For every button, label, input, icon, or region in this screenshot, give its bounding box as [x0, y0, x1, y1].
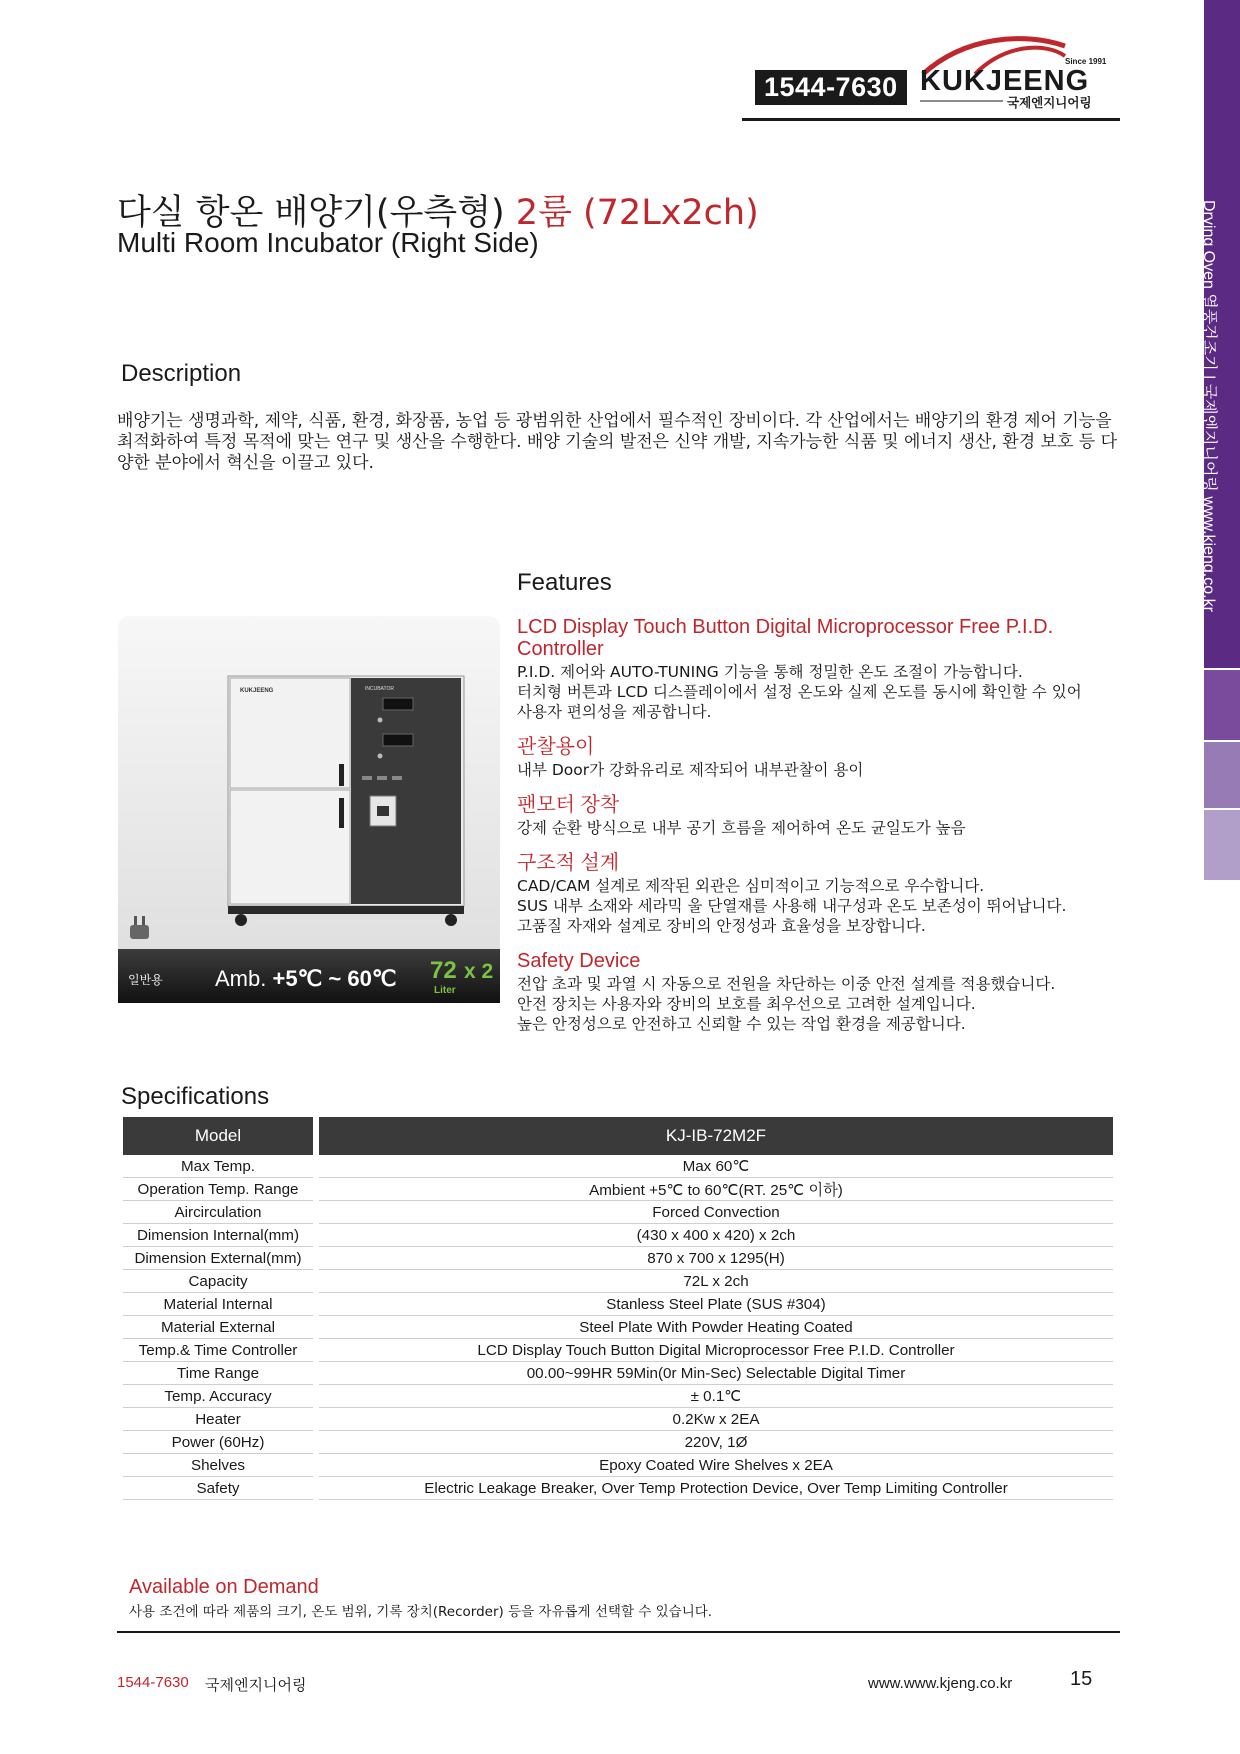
spec-value: 870 x 700 x 1295(H) — [319, 1247, 1113, 1270]
spec-value: Steel Plate With Powder Heating Coated — [319, 1316, 1113, 1339]
features-list — [517, 616, 1117, 1048]
feature-item — [517, 736, 1117, 780]
table-row — [123, 1477, 1113, 1500]
header-phone: 1544-7630 — [755, 70, 907, 105]
spec-value: 220V, 1Ø — [319, 1431, 1113, 1454]
spec-label: Dimension Internal(mm) — [123, 1224, 313, 1247]
footer-url[interactable]: www.www.kjeng.co.kr — [868, 1675, 1013, 1692]
spec-value: ± 0.1℃ — [319, 1385, 1113, 1408]
feature-line: SUS 내부 소재와 세라믹 울 단열재를 사용해 내구성과 온도 보존성이 뛰어납니다. — [517, 897, 1067, 915]
feature-line: 높은 안정성으로 안전하고 신뢰할 수 있는 작업 환경을 제공합니다. — [517, 1015, 966, 1033]
model-value: KJ-IB-72M2F — [319, 1117, 1113, 1155]
table-row — [123, 1247, 1113, 1270]
capacity-unit: Liter — [434, 985, 456, 996]
table-row — [123, 1316, 1113, 1339]
spec-label: Temp.& Time Controller — [123, 1339, 313, 1362]
feature-line: 사용자 편의성을 제공합니다. — [517, 703, 712, 721]
feature-item — [517, 950, 1117, 1034]
feature-line: 고품질 자재와 설계로 장비의 안정성과 효율성을 보장합니다. — [517, 917, 926, 935]
available-title: Available on Demand — [129, 1576, 319, 1598]
feature-line: 안전 장치는 사용자와 장비의 보호를 최우선으로 고려한 설계입니다. — [517, 995, 976, 1013]
page-title-english: Multi Room Incubator (Right Side) — [117, 227, 539, 258]
feature-line: 내부 Door가 강화유리로 제작되어 내부관찰이 용이 — [517, 761, 864, 779]
spec-label: Material External — [123, 1316, 313, 1339]
spec-label: Heater — [123, 1408, 313, 1431]
feature-line: CAD/CAM 설계로 제작된 외관은 심미적이고 기능적으로 우수합니다. — [517, 877, 985, 895]
spec-label: Aircirculation — [123, 1201, 313, 1224]
spec-value: Forced Convection — [319, 1201, 1113, 1224]
features-heading: Features — [517, 569, 612, 596]
spec-value: 0.2Kw x 2EA — [319, 1408, 1113, 1431]
panel-label: INCUBATOR — [365, 686, 394, 692]
page-number: 15 — [1070, 1668, 1093, 1690]
feature-title: LCD Display Touch Button Digital Microprocessor Free P.I.D. Controller — [517, 616, 1054, 660]
specifications-heading: Specifications — [121, 1083, 270, 1110]
product-image — [118, 616, 500, 1003]
spec-value: Ambient +5℃ to 60℃(RT. 25℃ 이하) — [319, 1178, 1113, 1201]
feature-title: 팬모터 장착 — [517, 794, 620, 816]
spec-label: Time Range — [123, 1362, 313, 1385]
kukjeeng-logo — [915, 34, 1125, 114]
footer-phone: 1544-7630 — [117, 1674, 189, 1691]
table-row — [123, 1454, 1113, 1477]
spec-value: 72L x 2ch — [319, 1270, 1113, 1293]
footer-rule — [117, 1631, 1120, 1633]
feature-item — [517, 852, 1117, 936]
spec-label: Shelves — [123, 1454, 313, 1477]
logo-korean: 국제엔지니어링 — [1007, 95, 1092, 110]
capacity-number: 72 — [430, 957, 457, 984]
capacity-mult: x 2 — [464, 960, 494, 983]
spec-value: 00.00~99HR 59Min(0r Min-Sec) Selectable Digital Timer — [319, 1362, 1113, 1385]
spec-label: Max Temp. — [123, 1155, 313, 1178]
spec-label: Material Internal — [123, 1293, 313, 1316]
spec-value: Epoxy Coated Wire Shelves x 2EA — [319, 1454, 1113, 1477]
logo-since: Since 1991 — [1065, 57, 1107, 66]
feature-title: 관찰용이 — [517, 736, 595, 758]
spec-value: (430 x 400 x 420) x 2ch — [319, 1224, 1113, 1247]
table-row — [123, 1408, 1113, 1431]
feature-line: 강제 순환 방식으로 내부 공기 흐름을 제어하여 온도 균일도가 높음 — [517, 819, 966, 837]
feature-line: P.I.D. 제어와 AUTO-TUNING 기능을 통해 정밀한 온도 조절이 가능합니다. — [517, 663, 1023, 681]
usage-badge: 일반용 — [128, 973, 163, 987]
table-row — [123, 1201, 1113, 1224]
title-main: 다실 항온 배양기(우측형) — [117, 193, 516, 233]
table-row — [123, 1293, 1113, 1316]
spec-label: Temp. Accuracy — [123, 1385, 313, 1408]
spec-value: Electric Leakage Breaker, Over Temp Protection Device, Over Temp Limiting Controller — [319, 1477, 1113, 1500]
feature-line: 터치형 버튼과 LCD 디스플레이에서 설정 온도와 실제 온도를 동시에 확인할 수 있어 — [517, 683, 1082, 701]
title-accent: 2룸 (72Lx2ch) — [515, 193, 759, 233]
feature-title: Safety Device — [517, 950, 641, 972]
description-body: 배양기는 생명과학, 제약, 식품, 환경, 화장품, 농업 등 광범위한 산업에서 필수적인 장비이다. 각 산업에서는 배양기의 환경 제어 기능을 최적화하여 특정 목적에 맞는 연구 및 생산을 수행한다. 배양 기술의 발전은 신약 개발, 지속가능한 식품 및 에너지 생산, 환경 보호 등 다양한 분야에서 혁신을 이끌고 있다. — [117, 411, 1118, 473]
logo-wordmark: KUKJEENG — [920, 65, 1090, 97]
feature-line: 전압 초과 및 과열 시 자동으로 전원을 차단하는 이중 안전 설계를 적용했습니다. — [517, 975, 1056, 993]
spec-label: Operation Temp. Range — [123, 1178, 313, 1201]
table-row — [123, 1155, 1113, 1178]
footer-company: 국제엔지니어링 — [205, 1676, 307, 1694]
spec-value: LCD Display Touch Button Digital Microprocessor Free P.I.D. Controller — [319, 1339, 1113, 1362]
model-label: Model — [123, 1117, 313, 1155]
temp-range: Amb. +5℃ ~ 60℃ — [215, 966, 397, 991]
table-row — [123, 1270, 1113, 1293]
table-header-row — [123, 1117, 1113, 1155]
specifications-table — [123, 1117, 1113, 1500]
side-tab-text: Drying Oven 열풍건조기 | 국제엔지니어링 www.kjeng.co.kr — [1200, 200, 1217, 612]
available-body: 사용 조건에 따라 제품의 크기, 온도 범위, 기록 장치(Recorder) 등을 자유롭게 선택할 수 있습니다. — [129, 1604, 713, 1620]
table-row — [123, 1178, 1113, 1201]
table-row — [123, 1385, 1113, 1408]
spec-value: Stanless Steel Plate (SUS #304) — [319, 1293, 1113, 1316]
cabinet-logo: KUKJEENG — [240, 688, 274, 694]
feature-item — [517, 794, 1117, 838]
table-row — [123, 1431, 1113, 1454]
feature-title: 구조적 설계 — [517, 852, 620, 874]
table-row — [123, 1339, 1113, 1362]
spec-value: Max 60℃ — [319, 1155, 1113, 1178]
table-row — [123, 1224, 1113, 1247]
table-row — [123, 1362, 1113, 1385]
feature-item — [517, 616, 1117, 722]
spec-label: Dimension External(mm) — [123, 1247, 313, 1270]
header-rule — [742, 118, 1120, 121]
spec-label: Safety — [123, 1477, 313, 1500]
spec-label: Capacity — [123, 1270, 313, 1293]
spec-label: Power (60Hz) — [123, 1431, 313, 1454]
description-heading: Description — [121, 360, 242, 387]
